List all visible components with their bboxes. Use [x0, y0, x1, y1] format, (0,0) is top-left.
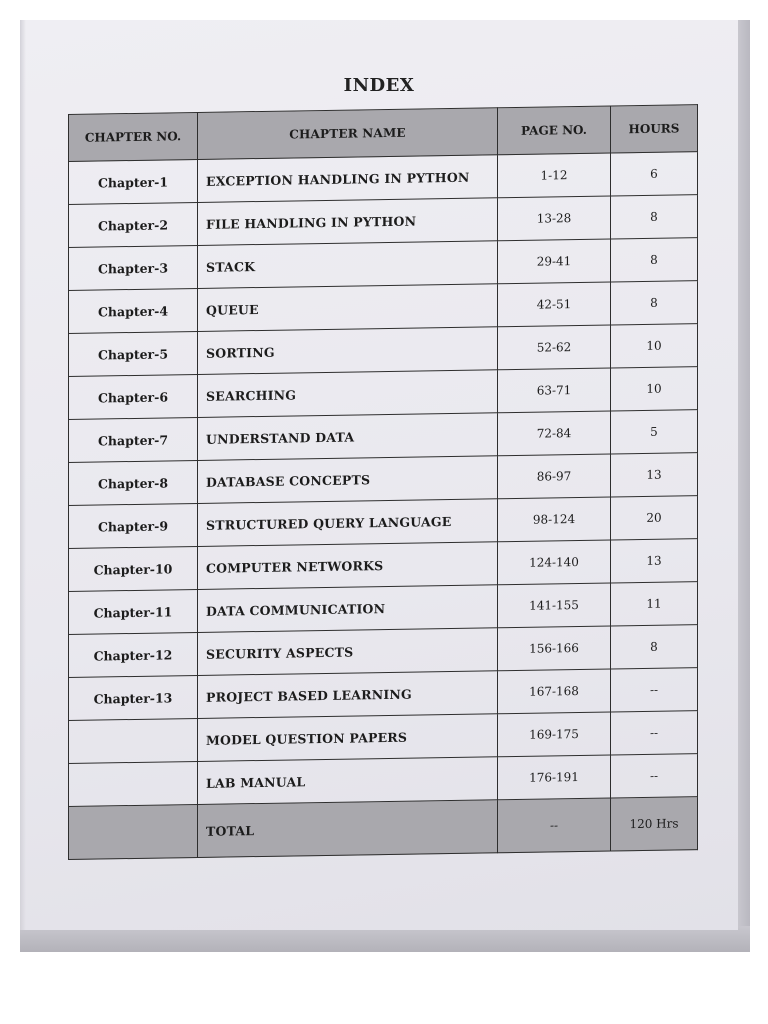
- chapter-name-cell: COMPUTER NETWORKS: [198, 542, 498, 590]
- chapter-name-cell: DATABASE CONCEPTS: [198, 456, 498, 504]
- index-table-wrapper: [68, 104, 698, 860]
- hours-cell: 13: [611, 539, 698, 583]
- chapter-number-cell: [69, 718, 198, 763]
- chapter-number-cell: Chapter-4: [69, 288, 198, 333]
- chapter-number-cell: Chapter-5: [69, 331, 198, 376]
- hours-cell: 10: [611, 367, 698, 411]
- chapter-number-cell: Chapter-2: [69, 202, 198, 247]
- page-range-cell: 1-12: [498, 153, 611, 198]
- header-page-no: PAGE NO.: [498, 106, 611, 155]
- chapter-name-cell: STRUCTURED QUERY LANGUAGE: [198, 499, 498, 547]
- page-range-cell: 169-175: [498, 712, 611, 757]
- total-chapter-cell: [69, 804, 198, 859]
- hours-cell: 8: [611, 238, 698, 282]
- hours-cell: --: [611, 754, 698, 798]
- index-table: [68, 104, 698, 860]
- page-range-cell: 98-124: [498, 497, 611, 542]
- chapter-number-cell: Chapter-13: [69, 675, 198, 720]
- chapter-name-cell: SORTING: [198, 327, 498, 375]
- hours-cell: 8: [611, 281, 698, 325]
- total-row: [69, 797, 698, 860]
- chapter-name-cell: MODEL QUESTION PAPERS: [198, 714, 498, 762]
- chapter-name-cell: EXCEPTION HANDLING IN PYTHON: [198, 155, 498, 203]
- page-range-cell: 167-168: [498, 669, 611, 714]
- chapter-number-cell: Chapter-11: [69, 589, 198, 634]
- hours-cell: 8: [611, 625, 698, 669]
- hours-cell: 8: [611, 195, 698, 239]
- page-range-cell: 52-62: [498, 325, 611, 370]
- page-range-cell: 72-84: [498, 411, 611, 456]
- chapter-name-cell: QUEUE: [198, 284, 498, 332]
- chapter-name-cell: SECURITY ASPECTS: [198, 628, 498, 676]
- chapter-name-cell: FILE HANDLING IN PYTHON: [198, 198, 498, 246]
- header-chapter-no: CHAPTER NO.: [69, 112, 198, 161]
- total-hours: 120 Hrs: [611, 797, 698, 851]
- hours-cell: 11: [611, 582, 698, 626]
- chapter-number-cell: Chapter-10: [69, 546, 198, 591]
- hours-cell: 6: [611, 152, 698, 196]
- chapter-number-cell: Chapter-12: [69, 632, 198, 677]
- page-range-cell: 29-41: [498, 239, 611, 284]
- hours-cell: 20: [611, 496, 698, 540]
- hours-cell: 13: [611, 453, 698, 497]
- chapter-name-cell: UNDERSTAND DATA: [198, 413, 498, 461]
- chapter-name-cell: STACK: [198, 241, 498, 289]
- chapter-name-cell: SEARCHING: [198, 370, 498, 418]
- chapter-number-cell: [69, 761, 198, 806]
- total-pages: --: [498, 798, 611, 853]
- page-range-cell: 156-166: [498, 626, 611, 671]
- chapter-name-cell: LAB MANUAL: [198, 757, 498, 805]
- page-range-cell: 63-71: [498, 368, 611, 413]
- chapter-number-cell: Chapter-3: [69, 245, 198, 290]
- hours-cell: --: [611, 711, 698, 755]
- hours-cell: 5: [611, 410, 698, 454]
- page-range-cell: 13-28: [498, 196, 611, 241]
- page-range-cell: 86-97: [498, 454, 611, 499]
- photo-background: [20, 20, 750, 952]
- page-range-cell: 176-191: [498, 755, 611, 800]
- chapter-number-cell: Chapter-7: [69, 417, 198, 462]
- hours-cell: 10: [611, 324, 698, 368]
- header-chapter-name: CHAPTER NAME: [198, 108, 498, 160]
- index-page: [20, 20, 738, 930]
- chapter-number-cell: Chapter-9: [69, 503, 198, 548]
- chapter-number-cell: Chapter-1: [69, 159, 198, 204]
- chapter-number-cell: Chapter-8: [69, 460, 198, 505]
- chapter-number-cell: Chapter-6: [69, 374, 198, 419]
- chapter-name-cell: PROJECT BASED LEARNING: [198, 671, 498, 719]
- total-label: TOTAL: [198, 800, 498, 858]
- page-range-cell: 42-51: [498, 282, 611, 327]
- chapter-name-cell: DATA COMMUNICATION: [198, 585, 498, 633]
- page-range-cell: 141-155: [498, 583, 611, 628]
- header-hours: HOURS: [611, 105, 698, 153]
- page-range-cell: 124-140: [498, 540, 611, 585]
- hours-cell: --: [611, 668, 698, 712]
- page-title: INDEX: [343, 75, 415, 96]
